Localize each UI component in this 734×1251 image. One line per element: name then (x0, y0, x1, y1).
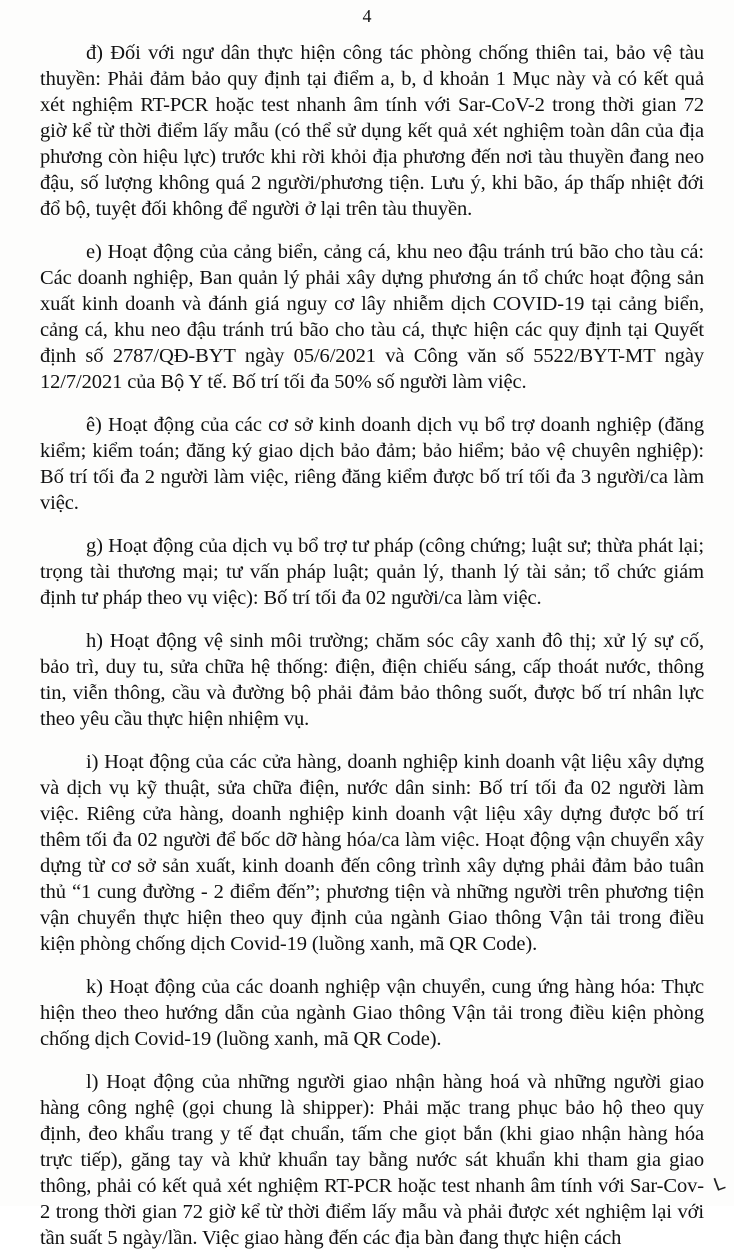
paragraph-h-environment: h) Hoạt động vệ sinh môi trường; chăm sóc cây xanh đô thị; xử lý sự cố, bảo trì, duy tu, sửa chữa hệ thống: điện, điện chiếu sáng, cấp thoát nước, thông tin, viễn thông, cầu và đường bộ phải đảm bảo thông suốt, được bố trí nhân lực theo yêu cầu thực hiện nhiệm vụ. (40, 630, 704, 730)
document-body (40, 40, 704, 1251)
paragraph-e-ports: e) Hoạt động của cảng biển, cảng cá, khu neo đậu tránh trú bão cho tàu cá: Các doanh nghiệp, Ban quản lý phải xây dựng phương án tổ chức hoạt động sản xuất kinh doanh và đánh giá nguy cơ lây nhiễm dịch COVID-19 tại cảng biển, cảng cá, khu neo đậu tránh trú bão cho tàu cá, thực hiện các quy định tại Quyết định số 2787/QĐ-BYT ngày 05/6/2021 và Công văn số 5522/BYT-MT ngày 12/7/2021 của Bộ Y tế. Bố trí tối đa 50% số người làm việc. (40, 241, 704, 393)
paragraph-g-judicial-support: g) Hoạt động của dịch vụ bổ trợ tư pháp (công chứng; luật sư; thừa phát lại; trọng tài thương mại; tư vấn pháp luật; quản lý, thanh lý tài sản; tổ chức giám định tư pháp theo vụ việc): Bố trí tối đa 02 người/ca làm việc. (40, 535, 704, 609)
paragraph-e-business-support: ê) Hoạt động của các cơ sở kinh doanh dịch vụ bổ trợ doanh nghiệp (đăng kiểm; kiểm toán; đăng ký giao dịch bảo đảm; bảo hiểm; bảo vệ chuyên nghiệp): Bố trí tối đa 2 người làm việc, riêng đăng kiểm được bố trí tối đa 3 người/ca làm việc. (40, 414, 704, 514)
page-number: 4 (362, 6, 372, 26)
paragraph-i-construction: i) Hoạt động của các cửa hàng, doanh nghiệp kinh doanh vật liệu xây dựng và dịch vụ kỹ thuật, sửa chữa điện, nước dân sinh: Bố trí tối đa 02 người làm việc. Riêng cửa hàng, doanh nghiệp kinh doanh vật liệu xây dựng được bố trí thêm tối đa 02 người để bốc dỡ hàng hóa/ca làm việc. Hoạt động vận chuyển xây dựng từ cơ sở sản xuất, kinh doanh đến công trình xây dựng phải đảm bảo tuân thủ “1 cung đường - 2 điểm đến”; phương tiện và những người trên phương tiện vận chuyển thực hiện theo quy định của ngành Giao thông Vận tải trong điều kiện phòng chống dịch Covid-19 (luồng xanh, mã QR Code). (40, 751, 704, 955)
handwritten-margin-mark: ᒪ (710, 1172, 728, 1196)
paragraph-d-fishermen: đ) Đối với ngư dân thực hiện công tác phòng chống thiên tai, bảo vệ tàu thuyền: Phải đảm bảo quy định tại điểm a, b, d khoản 1 Mục này và có kết quả xét nghiệm RT-PCR hoặc test nhanh âm tính với Sar-CoV-2 trong thời gian 72 giờ kể từ thời điểm lấy mẫu (có thể sử dụng kết quả xét nghiệm toàn dân của địa phương còn hiệu lực) trước khi rời khỏi địa phương đến nơi tàu thuyền đang neo đậu, số lượng không quá 2 người/phương tiện. Lưu ý, khi bão, áp thấp nhiệt đới đổ bộ, tuyệt đối không để người ở lại trên tàu thuyền. (40, 42, 704, 220)
paragraph-k-transport: k) Hoạt động của các doanh nghiệp vận chuyển, cung ứng hàng hóa: Thực hiện theo theo hướng dẫn của ngành Giao thông Vận tải trong điều kiện phòng chống dịch Covid-19 (luồng xanh, mã QR Code). (40, 976, 704, 1050)
paragraph-l-shippers: l) Hoạt động của những người giao nhận hàng hoá và những người giao hàng công nghệ (gọi chung là shipper): Phải mặc trang phục bảo hộ theo quy định, đeo khẩu trang y tế đạt chuẩn, tấm che giọt bắn (khi giao nhận hàng hóa trực tiếp), găng tay và khử khuẩn tay bằng nước sát khuẩn khi tham gia giao thông, phải có kết quả xét nghiệm RT-PCR hoặc test nhanh âm tính với Sar-Cov-2 trong thời gian 72 giờ kể từ thời điểm lấy mẫu và phải được xét nghiệm lại với tần suất 5 ngày/lần. Việc giao hàng đến các địa bàn đang thực hiện cách (40, 1071, 704, 1249)
